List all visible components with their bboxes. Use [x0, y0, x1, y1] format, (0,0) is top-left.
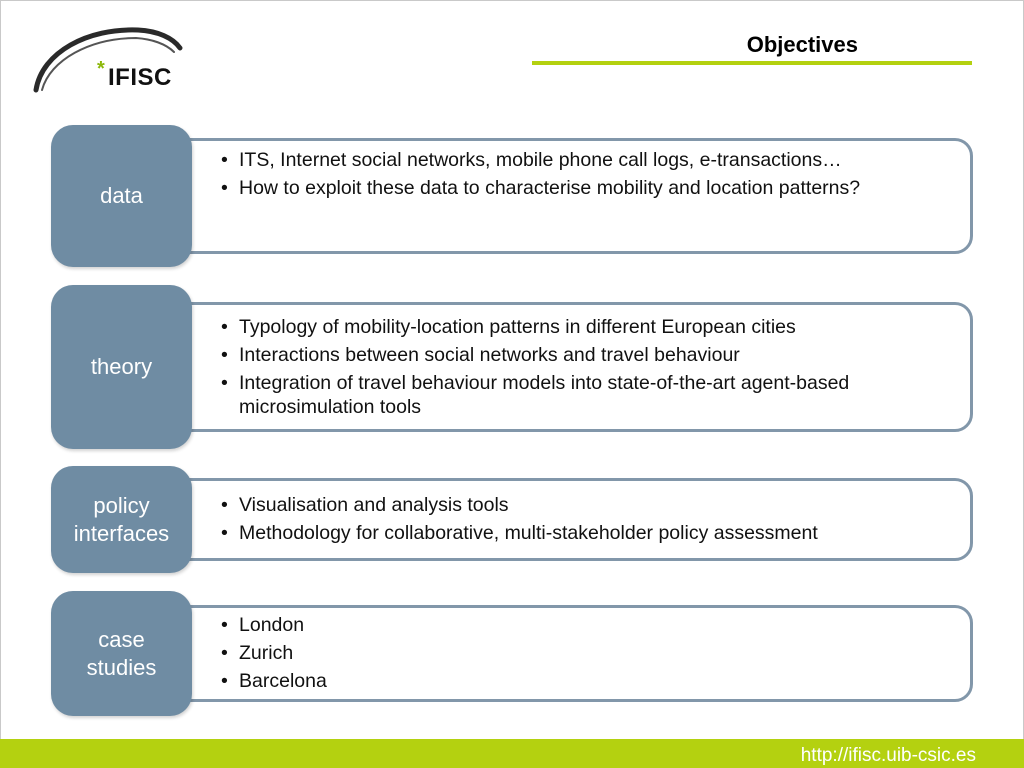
bullet-list	[217, 315, 933, 423]
row-policy-interfaces	[51, 466, 973, 573]
title-rule	[532, 61, 972, 65]
logo-star: *	[97, 58, 105, 80]
bullet-item: • Integration of travel behaviour models into state-of-the-art agent-based microsimulation tools	[217, 371, 933, 419]
bullet-list	[217, 493, 933, 549]
bullet-list	[217, 148, 933, 204]
row-label-policy-interfaces: policy interfaces	[51, 466, 192, 573]
row-label-theory: theory	[51, 285, 192, 449]
bullet-item: • How to exploit these data to characterise mobility and location patterns?	[217, 176, 933, 200]
footer-url-link[interactable]: http://ifisc.uib-csic.es	[800, 745, 976, 766]
row-case-studies	[51, 591, 973, 716]
row-label-case-studies: case studies	[51, 591, 192, 716]
bullet-item: • Zurich	[217, 641, 933, 665]
bullet-item: • Interactions between social networks and travel behaviour	[217, 343, 933, 367]
page-title: Objectives	[746, 32, 858, 57]
bullet-item: • Methodology for collaborative, multi-stakeholder policy assessment	[217, 521, 933, 545]
logo-text: IFISC	[108, 64, 172, 91]
bullet-item: • Typology of mobility-location patterns in different European cities	[217, 315, 933, 339]
bullet-list	[217, 613, 933, 697]
row-label-data: data	[51, 125, 192, 267]
bullet-item: • Barcelona	[217, 669, 933, 693]
row-data	[51, 125, 973, 267]
bullet-item: • Visualisation and analysis tools	[217, 493, 933, 517]
row-theory	[51, 285, 973, 449]
bullet-item: • London	[217, 613, 933, 637]
bullet-item: • ITS, Internet social networks, mobile phone call logs, e-transactions…	[217, 148, 933, 172]
